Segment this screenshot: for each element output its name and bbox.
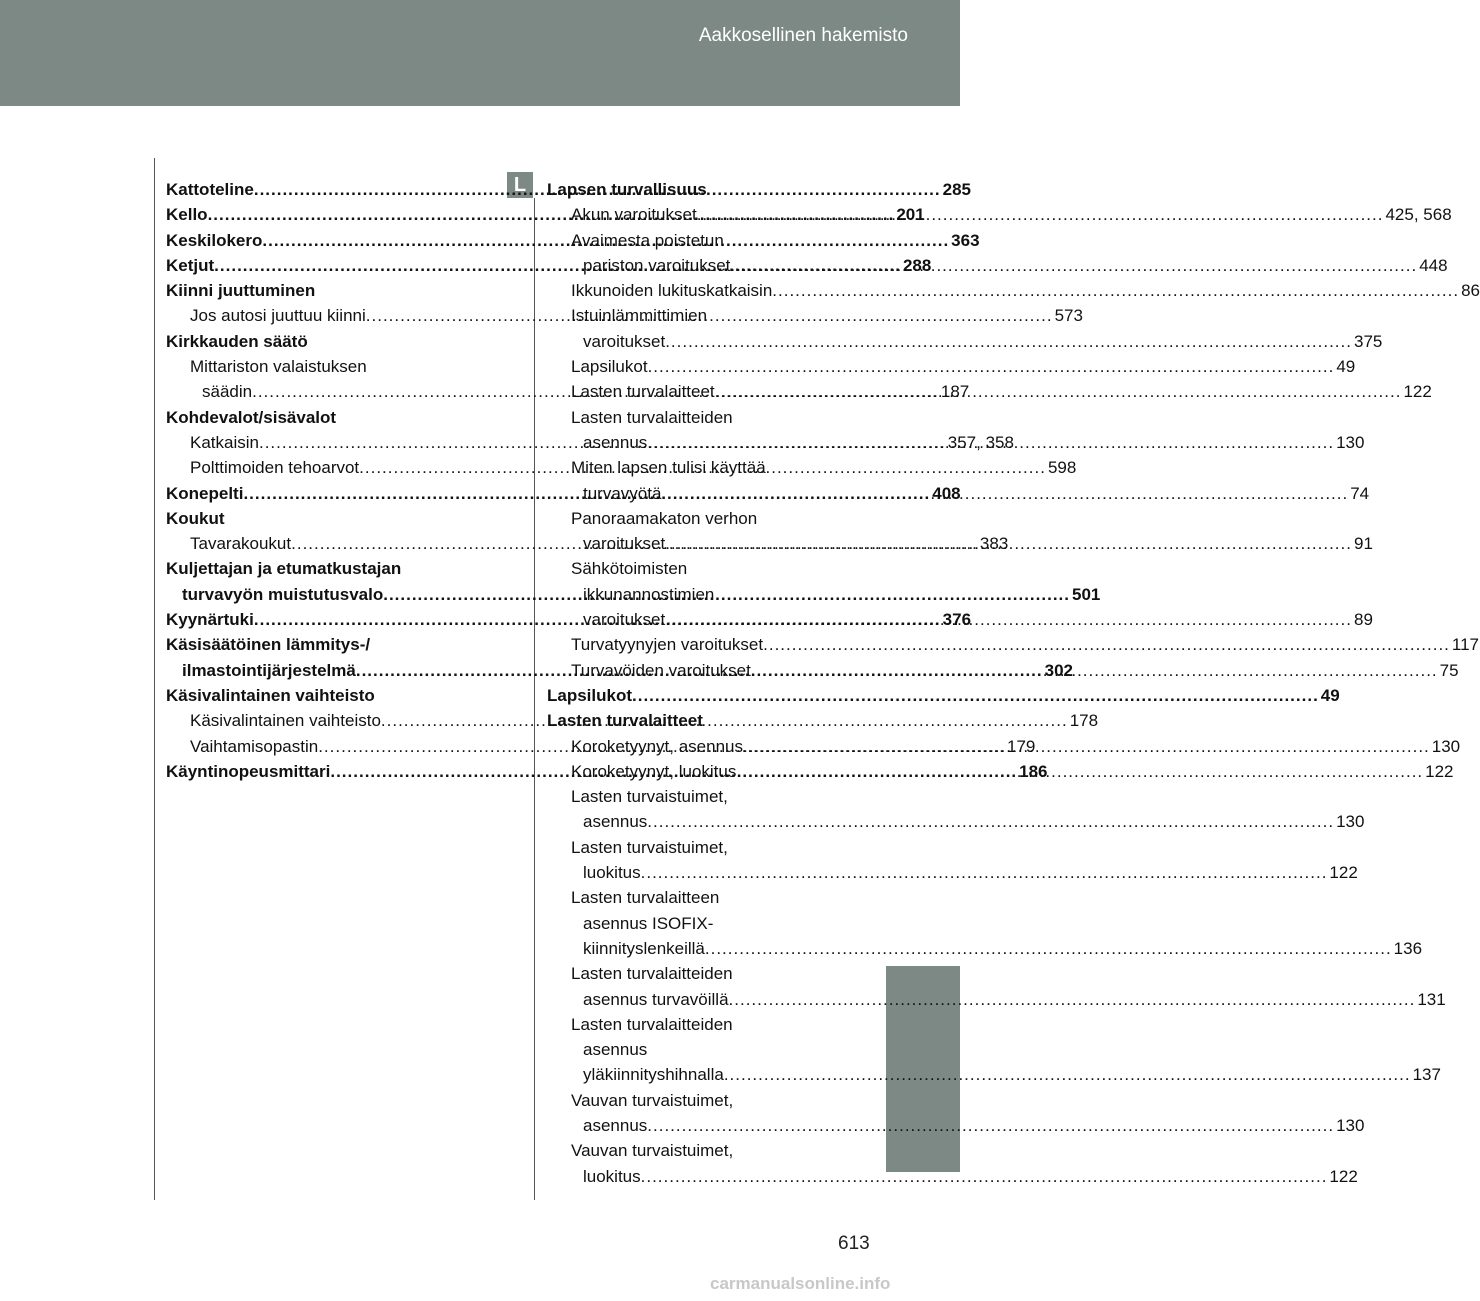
index-entry-text: Turvavöiden varoitukset <box>571 660 751 680</box>
index-entry <box>547 1138 846 1163</box>
index-entry <box>166 632 465 657</box>
index-entry-leader <box>724 1062 1411 1087</box>
index-entry <box>547 835 846 860</box>
index-entry-page: 89 <box>1353 610 1373 630</box>
index-entry <box>166 405 465 430</box>
watermark: carmanualsonline.info <box>710 1274 891 1293</box>
index-entry-text: Lasten turvalaitteet <box>547 711 703 731</box>
index-entry-leader <box>665 607 1352 632</box>
section-letter-marker: L <box>507 172 533 198</box>
index-entry-text: Lasten turvalaitteiden <box>571 964 733 984</box>
index-entry-text: Koroketyynyt, luokitus <box>571 761 737 781</box>
index-entry-page: 122 <box>1329 1166 1358 1186</box>
index-entry-text: Lapsen turvallisuus <box>547 180 707 199</box>
index-entry-page: 130 <box>1336 812 1365 832</box>
index-entry-page: 302 <box>1044 660 1073 680</box>
index-entry-page: 178 <box>1069 711 1099 731</box>
index-entry <box>547 936 1423 961</box>
index-entry-text: varoitukset <box>583 610 666 630</box>
index-entry-text: Lasten turvaistuimet, <box>571 837 728 857</box>
index-entry-page: 122 <box>1403 382 1432 402</box>
index-entry-text: asennus ISOFIX- <box>583 913 714 933</box>
index-entry-text: Kattoteline <box>166 180 254 199</box>
index-entry-text: Ikkunoiden lukituskatkaisin <box>571 281 773 301</box>
index-entry-text: Keskilokero <box>166 230 263 250</box>
index-entry-text: ilmastointijärjestelmä <box>182 660 356 680</box>
index-entry <box>547 885 846 910</box>
index-entry-text: Akun varoitukset <box>571 205 697 225</box>
index-entry-text: Vaihtamisopastin <box>190 736 319 756</box>
index-entry-text: varoitukset <box>583 534 666 554</box>
index-entry-text: pariston varoitukset <box>583 255 731 275</box>
index-entry <box>547 1164 1358 1189</box>
index-entry-text: asennus <box>583 812 648 832</box>
index-entry-text: asennus <box>583 432 648 452</box>
index-entry-leader <box>647 430 1334 455</box>
index-entry-leader <box>705 936 1392 961</box>
index-entry-page: 598 <box>1047 458 1077 478</box>
index-entry-page: 179 <box>1006 736 1036 756</box>
index-entry-page: 375 <box>1353 331 1383 351</box>
index-entry-page: 49 <box>1336 357 1356 377</box>
index-entry-text: yläkiinnityshihnalla <box>583 1065 724 1085</box>
index-entry-leader <box>641 860 1328 885</box>
index-entry-page: 573 <box>1054 306 1083 326</box>
index-entry <box>547 278 1480 303</box>
index-entry <box>547 177 846 202</box>
index-entry <box>547 708 846 733</box>
index-entry-text: Kuljettajan ja etumatkustajan <box>166 559 402 579</box>
index-entry-text: turvavyön muistutusvalo <box>182 584 384 604</box>
index-entry <box>547 1012 846 1037</box>
index-entry-leader <box>763 632 1450 657</box>
index-entry-text: ikkunannostimien <box>583 584 715 604</box>
index-entry-leader <box>751 658 1438 683</box>
index-entry-text: Lasten turvalaitteiden <box>571 1014 733 1034</box>
index-entry-page: 408 <box>932 483 961 503</box>
index-entry-page: 501 <box>1072 584 1101 604</box>
index-entry-leader <box>647 809 1334 834</box>
index-entry-text: Koukut <box>166 508 225 528</box>
index-entry-page: 363 <box>951 230 980 250</box>
index-entry <box>547 455 846 480</box>
index-entry-page: 186 <box>1019 761 1048 781</box>
index-entry-page: 74 <box>1350 483 1370 503</box>
index-entry-text: Sähkötoimisten <box>571 559 688 579</box>
index-entry <box>547 809 1365 834</box>
index-entry-text: Kello <box>166 205 208 225</box>
header-title: Aakkosellinen hakemisto <box>698 25 908 46</box>
index-entry-text: Tavarakoukut <box>190 534 292 554</box>
index-entry <box>547 354 1356 379</box>
index-entry <box>547 632 1480 657</box>
index-entry-leader <box>665 531 1352 556</box>
index-entry-text: Lasten turvalaitteen <box>571 888 720 908</box>
index-entry-page: 91 <box>1353 534 1373 554</box>
index-entry-leader <box>632 683 1319 708</box>
index-entry-text: Miten lapsen tulisi käyttää <box>571 458 766 478</box>
index-entry-page: 131 <box>1417 989 1446 1009</box>
index-entry-page: 130 <box>1336 432 1365 452</box>
index-entry-text: Kohdevalot/sisävalot <box>166 407 337 427</box>
index-entry-text: Polttimoiden tehoarvot <box>190 458 360 478</box>
index-entry-page: 136 <box>1393 938 1423 958</box>
index-entry-text: asennus <box>583 1040 648 1060</box>
index-entry <box>547 1088 846 1113</box>
index-entry-leader <box>729 987 1416 1012</box>
index-entry-leader <box>772 278 1459 303</box>
index-entry-text: Käyntinopeusmittari <box>166 761 331 781</box>
index-entry <box>547 228 846 253</box>
index-entry-leader <box>736 759 1423 784</box>
index-entry-text: asennus <box>583 1115 648 1135</box>
page-number: 613 <box>838 1233 870 1254</box>
index-entry-page: 448 <box>1419 255 1448 275</box>
index-entry-text: Käsivalintainen vaihteisto <box>166 685 375 705</box>
index-entry-page: 357, 358 <box>947 432 1014 452</box>
index-entry <box>547 961 846 986</box>
index-entry-text: kiinnityslenkeillä <box>583 938 705 958</box>
index-entry-page: 130 <box>1336 1115 1365 1135</box>
index-entry <box>166 278 465 303</box>
index-entry-text: Käsivalintainen vaihteisto <box>190 711 381 731</box>
index-entry <box>547 784 846 809</box>
index-entry <box>166 556 465 581</box>
index-entry-text: Istuinlämmittimien <box>571 306 708 326</box>
index-entry-leader <box>648 354 1335 379</box>
index-entry <box>547 329 1383 354</box>
index-entry <box>166 354 465 379</box>
index-entry-page: 201 <box>896 205 925 225</box>
index-entry-text: Turvatyynyjen varoitukset <box>571 635 764 655</box>
index-entry <box>166 506 465 531</box>
index-entry-text: luokitus <box>583 1166 641 1186</box>
index-entry-text: Katkaisin <box>190 432 259 452</box>
index-entry-text: Mittariston valaistuksen <box>190 357 367 377</box>
index-entry <box>547 405 846 430</box>
index-entry-text: Lasten turvalaitteiden <box>571 407 733 427</box>
index-entry-leader <box>697 202 1384 227</box>
index-entry-page: 187 <box>940 382 970 402</box>
index-entry-text: Käsisäätöinen lämmitys-/ <box>166 635 371 655</box>
left-column-rule <box>154 158 155 1200</box>
index-entry-text: Lasten turvalaitteet <box>571 382 715 402</box>
index-entry-text: Kiinni juuttuminen <box>166 281 316 301</box>
index-entry-page: 75 <box>1439 660 1459 680</box>
index-entry-page: 49 <box>1320 685 1340 705</box>
index-entry-text: Kyynärtuki <box>166 610 254 630</box>
index-entry <box>166 329 465 354</box>
index-entry-page: 425, 568 <box>1385 205 1452 225</box>
index-entry <box>547 303 846 328</box>
index-entry-leader <box>661 481 1348 506</box>
index-entry-page: 383 <box>979 534 1009 554</box>
index-entry-text: varoitukset <box>583 331 666 351</box>
index-entry <box>547 911 846 936</box>
index-entry-leader <box>743 734 1430 759</box>
index-entry-text: Lasten turvaistuimet, <box>571 787 728 807</box>
index-entry-page: 122 <box>1425 761 1454 781</box>
index-entry-text: asennus turvavöillä <box>583 989 729 1009</box>
index-entry <box>547 582 846 607</box>
index-entry-page: 137 <box>1412 1065 1441 1085</box>
index-entry <box>547 556 846 581</box>
index-entry <box>547 987 1446 1012</box>
index-entry-text: Vauvan turvaistuimet, <box>571 1090 734 1110</box>
index-entry <box>547 1113 1365 1138</box>
index-entry-text: Kirkkauden säätö <box>166 331 308 351</box>
index-entry-page: 117 <box>1451 635 1480 655</box>
index-entry-text: säädin <box>202 382 253 402</box>
index-entry <box>547 1037 846 1062</box>
index-entry-page: 376 <box>942 610 972 630</box>
index-entry-text: luokitus <box>583 863 641 883</box>
index-entry-page: 86 <box>1461 281 1480 301</box>
index-entry-leader <box>665 329 1352 354</box>
index-entry-page: 288 <box>902 255 932 275</box>
index-entry-text: Lapsilukot <box>571 357 648 377</box>
index-entry-leader <box>641 1164 1328 1189</box>
index-entry-text: turvavyötä <box>583 483 662 503</box>
index-entry-leader <box>647 1113 1334 1138</box>
index-entry <box>166 683 465 708</box>
index-entry-text: Vauvan turvaistuimet, <box>571 1141 734 1161</box>
index-entry-page: 285 <box>942 180 971 199</box>
index-entry-text: Jos autosi juuttuu kiinni <box>190 306 366 326</box>
index-entry-text: Ketjut <box>166 255 215 275</box>
index-entry <box>547 506 846 531</box>
index-entry-text: Konepelti <box>166 483 244 503</box>
index-entry-page: 130 <box>1431 736 1461 756</box>
header-bar <box>0 0 960 106</box>
index-entry-text: Lapsilukot <box>547 685 633 705</box>
index-entry-text: Avaimesta poistetun <box>571 230 724 250</box>
index-entry <box>547 683 1340 708</box>
index-entry-text: Koroketyynyt, asennus <box>571 736 743 756</box>
index-entry <box>547 1062 1441 1087</box>
index-entry <box>547 860 1358 885</box>
index-entry-page: 122 <box>1329 863 1358 883</box>
index-entry-leader <box>730 253 1417 278</box>
index-entry-text: Panoraamakaton verhon <box>571 508 758 528</box>
index-entry-leader <box>715 379 1402 404</box>
right-column-rule <box>534 198 535 1200</box>
